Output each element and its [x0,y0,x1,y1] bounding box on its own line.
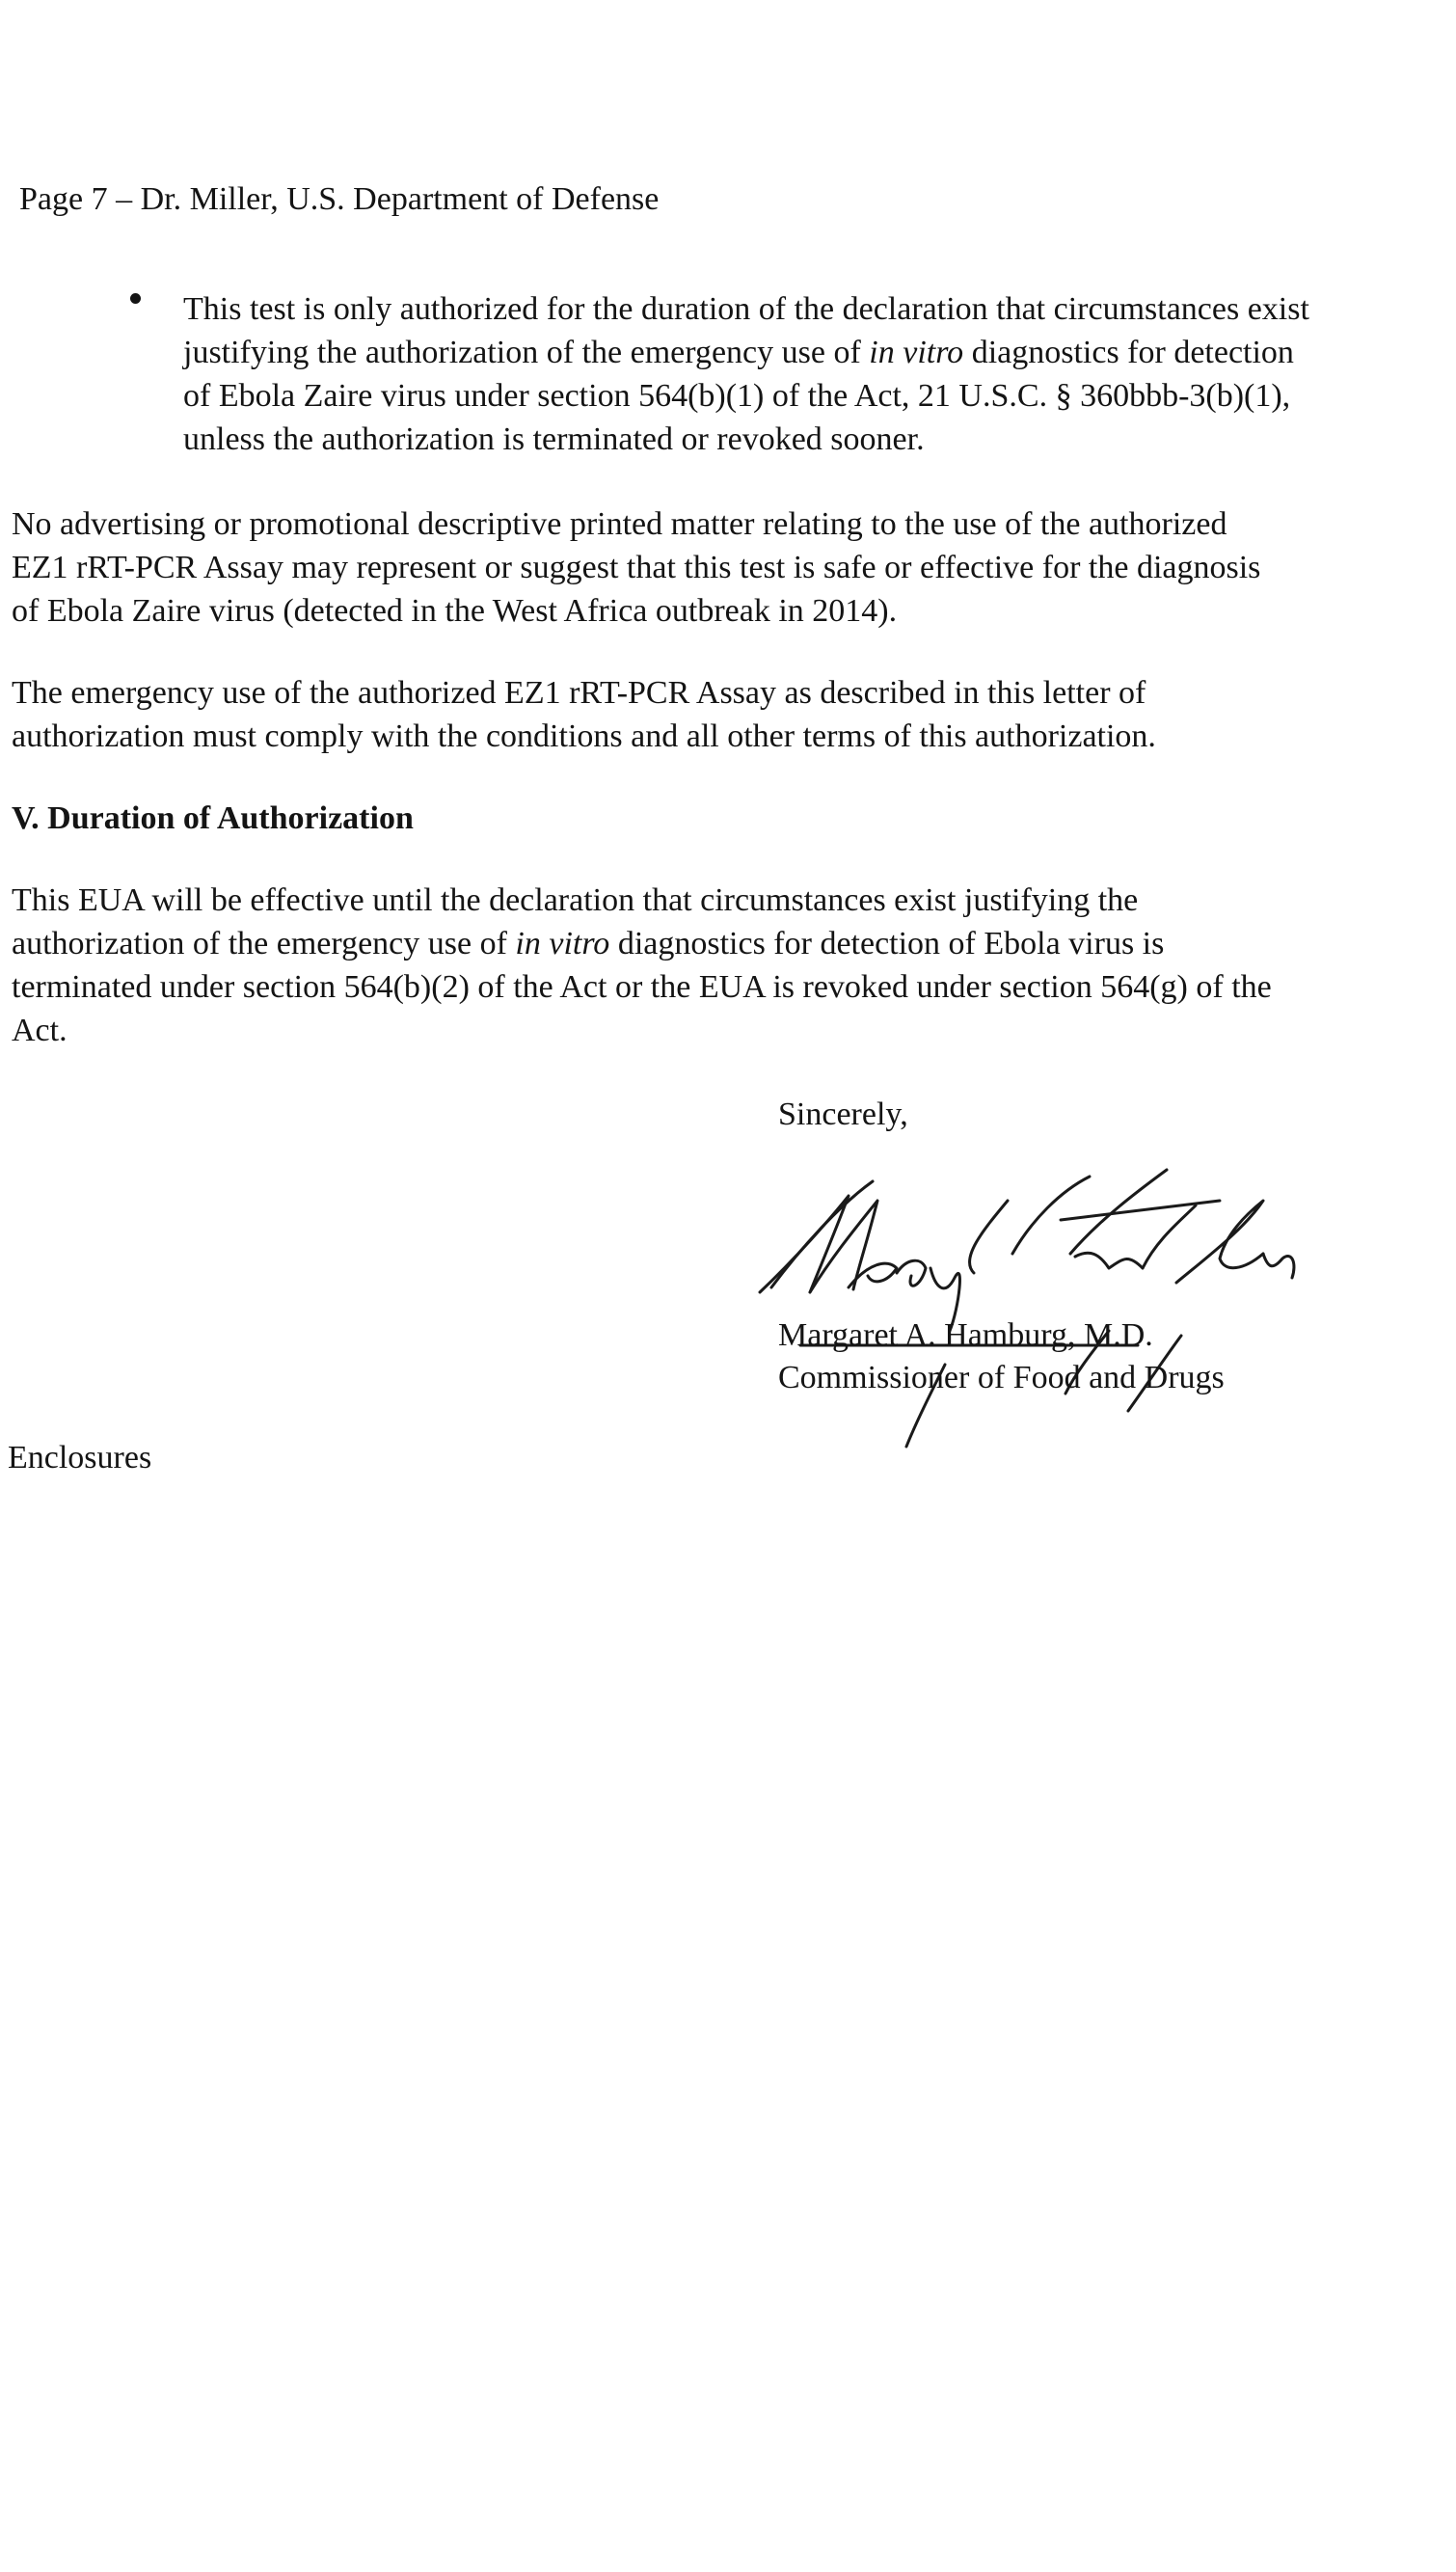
bullet-line-3: of Ebola Zaire virus under section 564(b)(1) of the Act, 21 U.S.C. § 360bbb-3(b)(1), [183,378,1291,414]
bullet-line-1: This test is only authorized for the duration of the declaration that circumstances exist [183,291,1309,327]
paragraph-emergency-use: The emergency use of the authorized EZ1 rRT-PCR Assay as described in this letter of authorization must comply with the conditions and all other terms of this authorization. [12,675,1156,754]
bullet-icon [130,293,141,304]
paragraph-duration: This EUA will be effective until the declaration that circumstances exist justifying the authorization of the emergency use of in vitro diagnostics for detection of Ebola virus is terminated under section 564(b)(2) of the Act or the EUA is revoked under section 564(g) of the Act. [12,882,1272,1048]
enclosures-label: Enclosures [8,1440,152,1476]
signature-image [742,1162,1340,1451]
signatory-name: Margaret A. Hamburg, M.D. [778,1317,1153,1353]
bullet-line-2: justifying the authorization of the emergency use of in vitro diagnostics for detection [183,335,1294,370]
paragraph-advertising: No advertising or promotional descriptive printed matter relating to the use of the authorized EZ1 rRT-PCR Assay may represent or suggest that this test is safe or effective for the diagnosis of Ebola Zaire virus (detected in the West Africa outbreak in 2014). [12,506,1261,629]
bullet-line-4: unless the authorization is terminated or revoked sooner. [183,421,925,457]
signatory-title: Commissioner of Food and Drugs [778,1360,1225,1395]
closing: Sincerely, [778,1096,908,1132]
section-heading: V. Duration of Authorization [12,800,414,836]
bullet-item [183,287,1437,461]
page-header: Page 7 – Dr. Miller, U.S. Department of Defense [19,181,660,217]
